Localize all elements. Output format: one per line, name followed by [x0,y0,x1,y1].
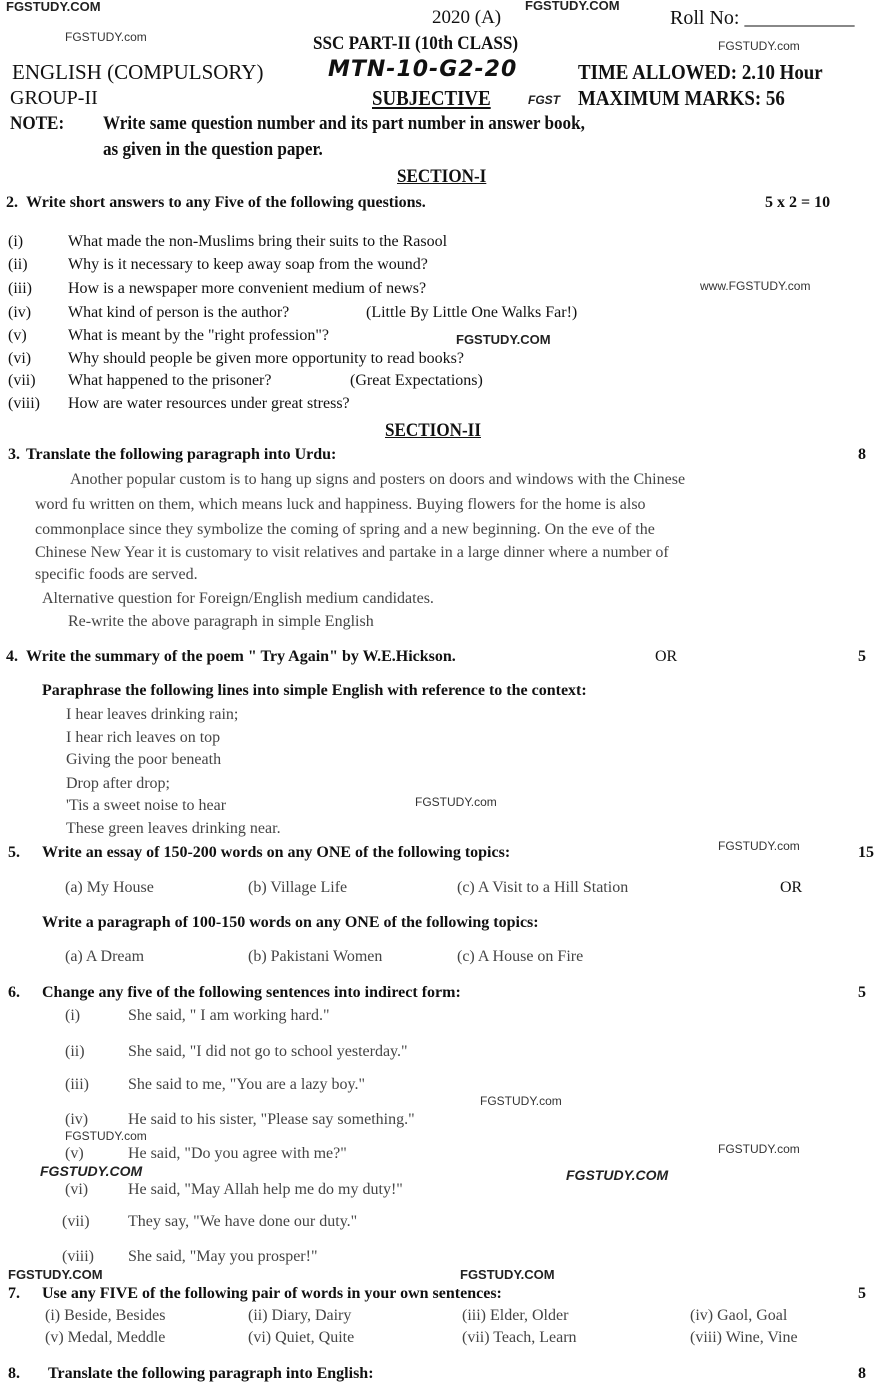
question-text: Write an essay of 150-200 words on any ONE of the following topics: [42,844,511,861]
section-title: SECTION-II [385,420,481,441]
topic-option: (a) My House [65,879,154,896]
alternative-question: Write a paragraph of 100-150 words on any ONE of the following topics: [42,914,539,931]
item-label: (ii) [8,256,28,273]
paper-type: SUBJECTIVE [372,86,491,110]
question-marks: 5 x 2 = 10 [765,194,831,211]
question-text: Write the summary of the poem " Try Again" by W.E.Hickson. [26,648,456,665]
item-text: She said to me, "You are a lazy boy." [128,1076,366,1093]
watermark: FGSTUDY.COM [40,1163,143,1179]
question-marks: 8 [858,446,866,463]
alternative-task: Re-write the above paragraph in simple English [68,613,374,630]
question-number: 6. [8,984,20,1001]
question-text: Translate the following paragraph into Urdu: [26,446,337,463]
item-label: (vii) [8,372,36,389]
question-marks: 8 [858,1365,866,1382]
class-title: SSC PART-II (10th CLASS) [313,33,519,54]
paragraph-line: Another popular custom is to hang up signs and posters on doors and windows with the Chinese [70,471,686,488]
item-label: (vii) [62,1213,90,1230]
question-marks: 15 [858,844,874,861]
item-text: Why is it necessary to keep away soap from the wound? [68,256,428,273]
question-text: Change any five of the following sentences into indirect form: [42,984,461,1001]
item-text: He said to his sister, "Please say something." [128,1111,415,1128]
watermark: FGSTUDY.COM [456,332,551,347]
question-marks: 5 [858,648,866,665]
item-label: (iv) [65,1111,89,1128]
maximum-marks: MAXIMUM MARKS: 56 [578,86,785,110]
item-note: (Little By Little One Walks Far!) [366,304,578,321]
subject-title: ENGLISH (COMPULSORY) [12,60,264,84]
watermark: FGSTUDY.com [718,1142,800,1156]
item-text: How are water resources under great stress? [68,395,350,412]
item-text: What kind of person is the author? [68,304,290,321]
question-number: 5. [8,844,20,861]
item-text: How is a newspaper more convenient medium of news? [68,280,427,297]
handwritten-code: MTN-10-G2-20 [328,57,518,82]
watermark: FGSTUDY.COM [566,1167,669,1183]
question-number: 4. [6,648,18,665]
paragraph-line: Chinese New Year it is customary to visit relatives and partake in a large dinner where a number of [35,544,669,561]
watermark: FGSTUDY.COM [525,0,620,13]
item-note: (Great Expectations) [350,372,483,389]
question-text: Use any FIVE of the following pair of words in your own sentences: [42,1285,502,1302]
word-pair: (i) Beside, Besides [45,1307,166,1324]
word-pair: (viii) Wine, Vine [690,1329,798,1346]
watermark: FGSTUDY.com [480,1094,562,1108]
poem-line: Giving the poor beneath [66,751,222,768]
item-text: She said, "May you prosper!" [128,1248,318,1265]
word-pair: (vii) Teach, Learn [462,1329,577,1346]
item-label: (iv) [8,304,32,321]
topic-option: (c) A House on Fire [457,948,584,965]
watermark: FGSTUDY.com [415,795,497,809]
item-label: (vi) [65,1181,89,1198]
watermark: FGSTUDY.com [65,30,147,44]
topic-option: (a) A Dream [65,948,145,965]
word-pair: (vi) Quiet, Quite [248,1329,355,1346]
note-text: as given in the question paper. [103,139,323,160]
note-text: Write same question number and its part number in answer book, [103,113,585,134]
item-text: What happened to the prisoner? [68,372,272,389]
word-pair: (iv) Gaol, Goal [690,1307,788,1324]
paragraph-line: word fu written on them, which means luck and happiness. Buying flowers for the home is also [35,496,646,513]
watermark: FGSTUDY.COM [6,0,101,14]
item-label: (v) [65,1145,84,1162]
topic-option: (b) Village Life [248,879,348,896]
question-marks: 5 [858,984,866,1001]
watermark: www.FGSTUDY.com [700,279,811,293]
item-label: (iii) [8,280,32,297]
item-label: (vi) [8,350,32,367]
or-label: OR [780,879,803,896]
question-number: 8. [8,1365,20,1382]
question-number: 2. [6,194,18,211]
poem-line: 'Tis a sweet noise to hear [66,797,227,814]
group-label: GROUP-II [10,87,98,109]
topic-option: (b) Pakistani Women [248,948,383,965]
time-allowed: TIME ALLOWED: 2.10 Hour [578,60,823,84]
roll-number-label: Roll No: ___________ [670,7,855,29]
item-label: (viii) [62,1248,94,1265]
question-text: Write short answers to any Five of the following questions. [26,194,426,211]
alternative-question: Paraphrase the following lines into simple English with reference to the context: [42,682,587,699]
topic-option: (c) A Visit to a Hill Station [457,879,629,896]
item-label: (iii) [65,1076,89,1093]
word-pair: (ii) Diary, Dairy [248,1307,352,1324]
poem-line: I hear rich leaves on top [66,729,221,746]
or-label: OR [655,648,678,665]
item-text: He said, "May Allah help me do my duty!" [128,1181,403,1198]
item-text: She said, " I am working hard." [128,1007,330,1024]
item-text: She said, "I did not go to school yesterday." [128,1043,408,1060]
item-label: (v) [8,327,27,344]
watermark: FGSTUDY.COM [460,1267,555,1282]
paragraph-line: specific foods are served. [35,566,198,583]
item-label: (ii) [65,1043,85,1060]
exam-year: 2020 (A) [432,7,502,28]
item-text: Why should people be given more opportunity to read books? [68,350,464,367]
note-label: NOTE: [10,113,65,134]
question-number: 3. [8,446,20,463]
poem-line: These green leaves drinking near. [66,820,281,837]
item-text: He said, "Do you agree with me?" [128,1145,347,1162]
item-text: What made the non-Muslims bring their suits to the Rasool [68,233,448,250]
poem-line: Drop after drop; [66,775,170,792]
watermark: FGSTUDY.COM [8,1267,103,1282]
question-number: 7. [8,1285,20,1302]
poem-line: I hear leaves drinking rain; [66,706,239,723]
item-label: (viii) [8,395,40,412]
watermark: FGSTUDY.com [718,39,800,53]
item-text: What is meant by the "right profession"? [68,327,329,344]
watermark: FGSTUDY.com [65,1129,147,1143]
watermark: FGST [528,93,560,107]
question-marks: 5 [858,1285,866,1302]
section-title: SECTION-I [397,166,487,187]
item-label: (i) [8,233,24,250]
question-text: Translate the following paragraph into English: [48,1365,374,1382]
watermark: FGSTUDY.com [718,839,800,853]
word-pair: (v) Medal, Meddle [45,1329,166,1346]
item-label: (i) [65,1007,81,1024]
alternative-question: Alternative question for Foreign/English medium candidates. [42,590,434,607]
item-text: They say, "We have done our duty." [128,1213,358,1230]
paragraph-line: commonplace since they symbolize the coming of spring and a new beginning. On the eve of the [35,521,655,538]
word-pair: (iii) Elder, Older [462,1307,569,1324]
